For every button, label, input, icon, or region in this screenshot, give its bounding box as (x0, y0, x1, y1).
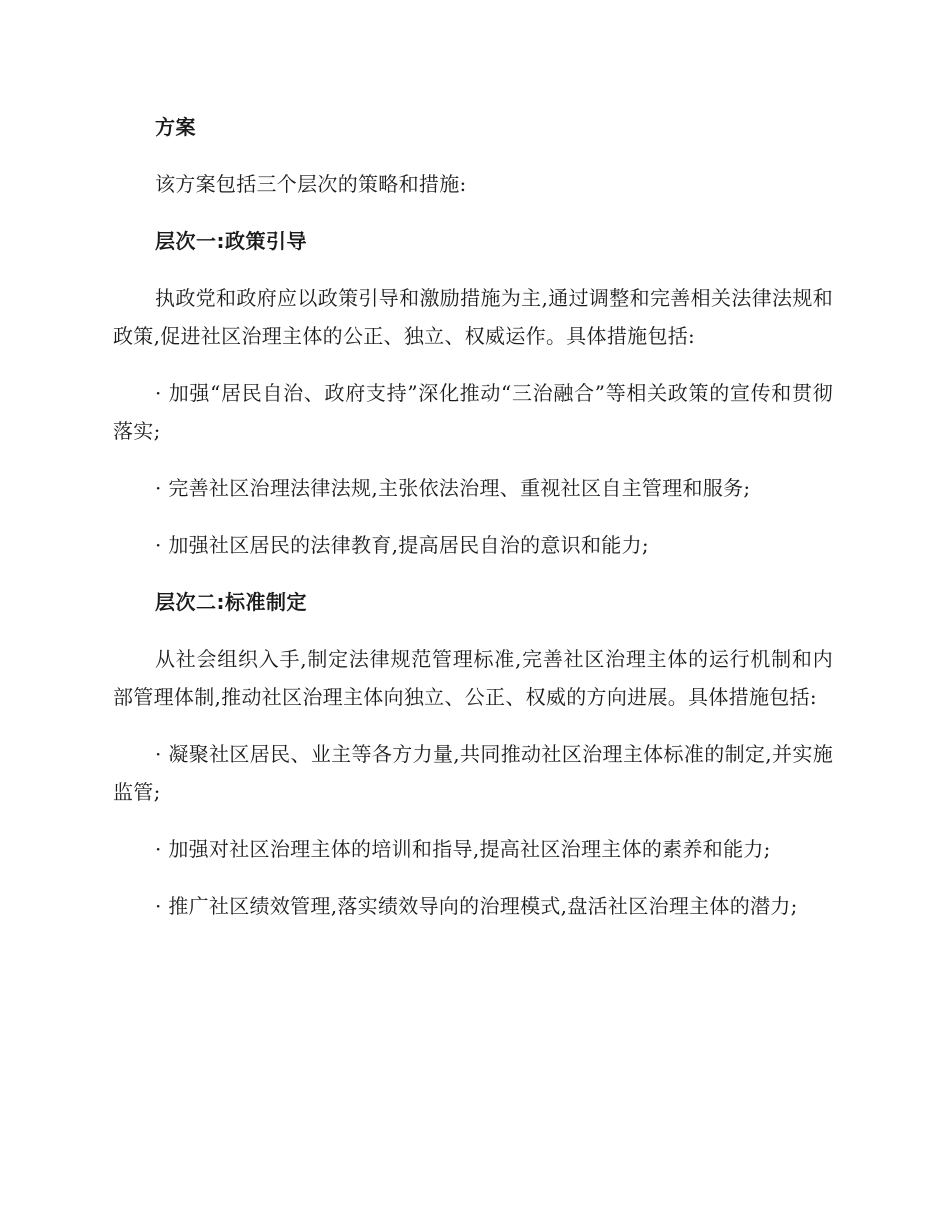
section-1-bullet-1: · 加强“居民自治、政府支持”深化推动“三治融合”等相关政策的宣传和贯彻落实; (113, 381, 833, 443)
section-1-bullet-2: · 完善社区治理法律法规,主张依法治理、重视社区自主管理和服务; (155, 476, 751, 500)
section-2-body: 从社会组织入手,制定法律规范管理标准,完善社区治理主体的运行机制和内部管理体制,推动社区治理主体向独立、公正、权威的方向进展。具体措施包括: (113, 647, 833, 709)
section-1-bullet-3: · 加强社区居民的法律教育,提高居民自治的意识和能力; (155, 533, 649, 557)
section-2-bullet-3: · 推广社区绩效管理,落实绩效导向的治理模式,盘活社区治理主体的潜力; (155, 894, 798, 918)
document-content (113, 108, 833, 944)
section-2-bullet-1: · 凝聚社区居民、业主等各方力量,共同推动社区治理主体标准的制定,并实施监管; (113, 742, 833, 804)
intro-paragraph: 该方案包括三个层次的策略和措施: (155, 172, 467, 196)
section-2-heading: 层次二:标准制定 (155, 590, 307, 614)
section-1-body: 执政党和政府应以政策引导和激励措施为主,通过调整和完善相关法律法规和政策,促进社区治理主体的公正、独立、权威运作。具体措施包括: (113, 286, 833, 348)
document-title: 方案 (155, 115, 196, 139)
section-1-heading: 层次一:政策引导 (155, 229, 307, 253)
section-2-bullet-2: · 加强对社区治理主体的培训和指导,提高社区治理主体的素养和能力; (155, 837, 771, 861)
